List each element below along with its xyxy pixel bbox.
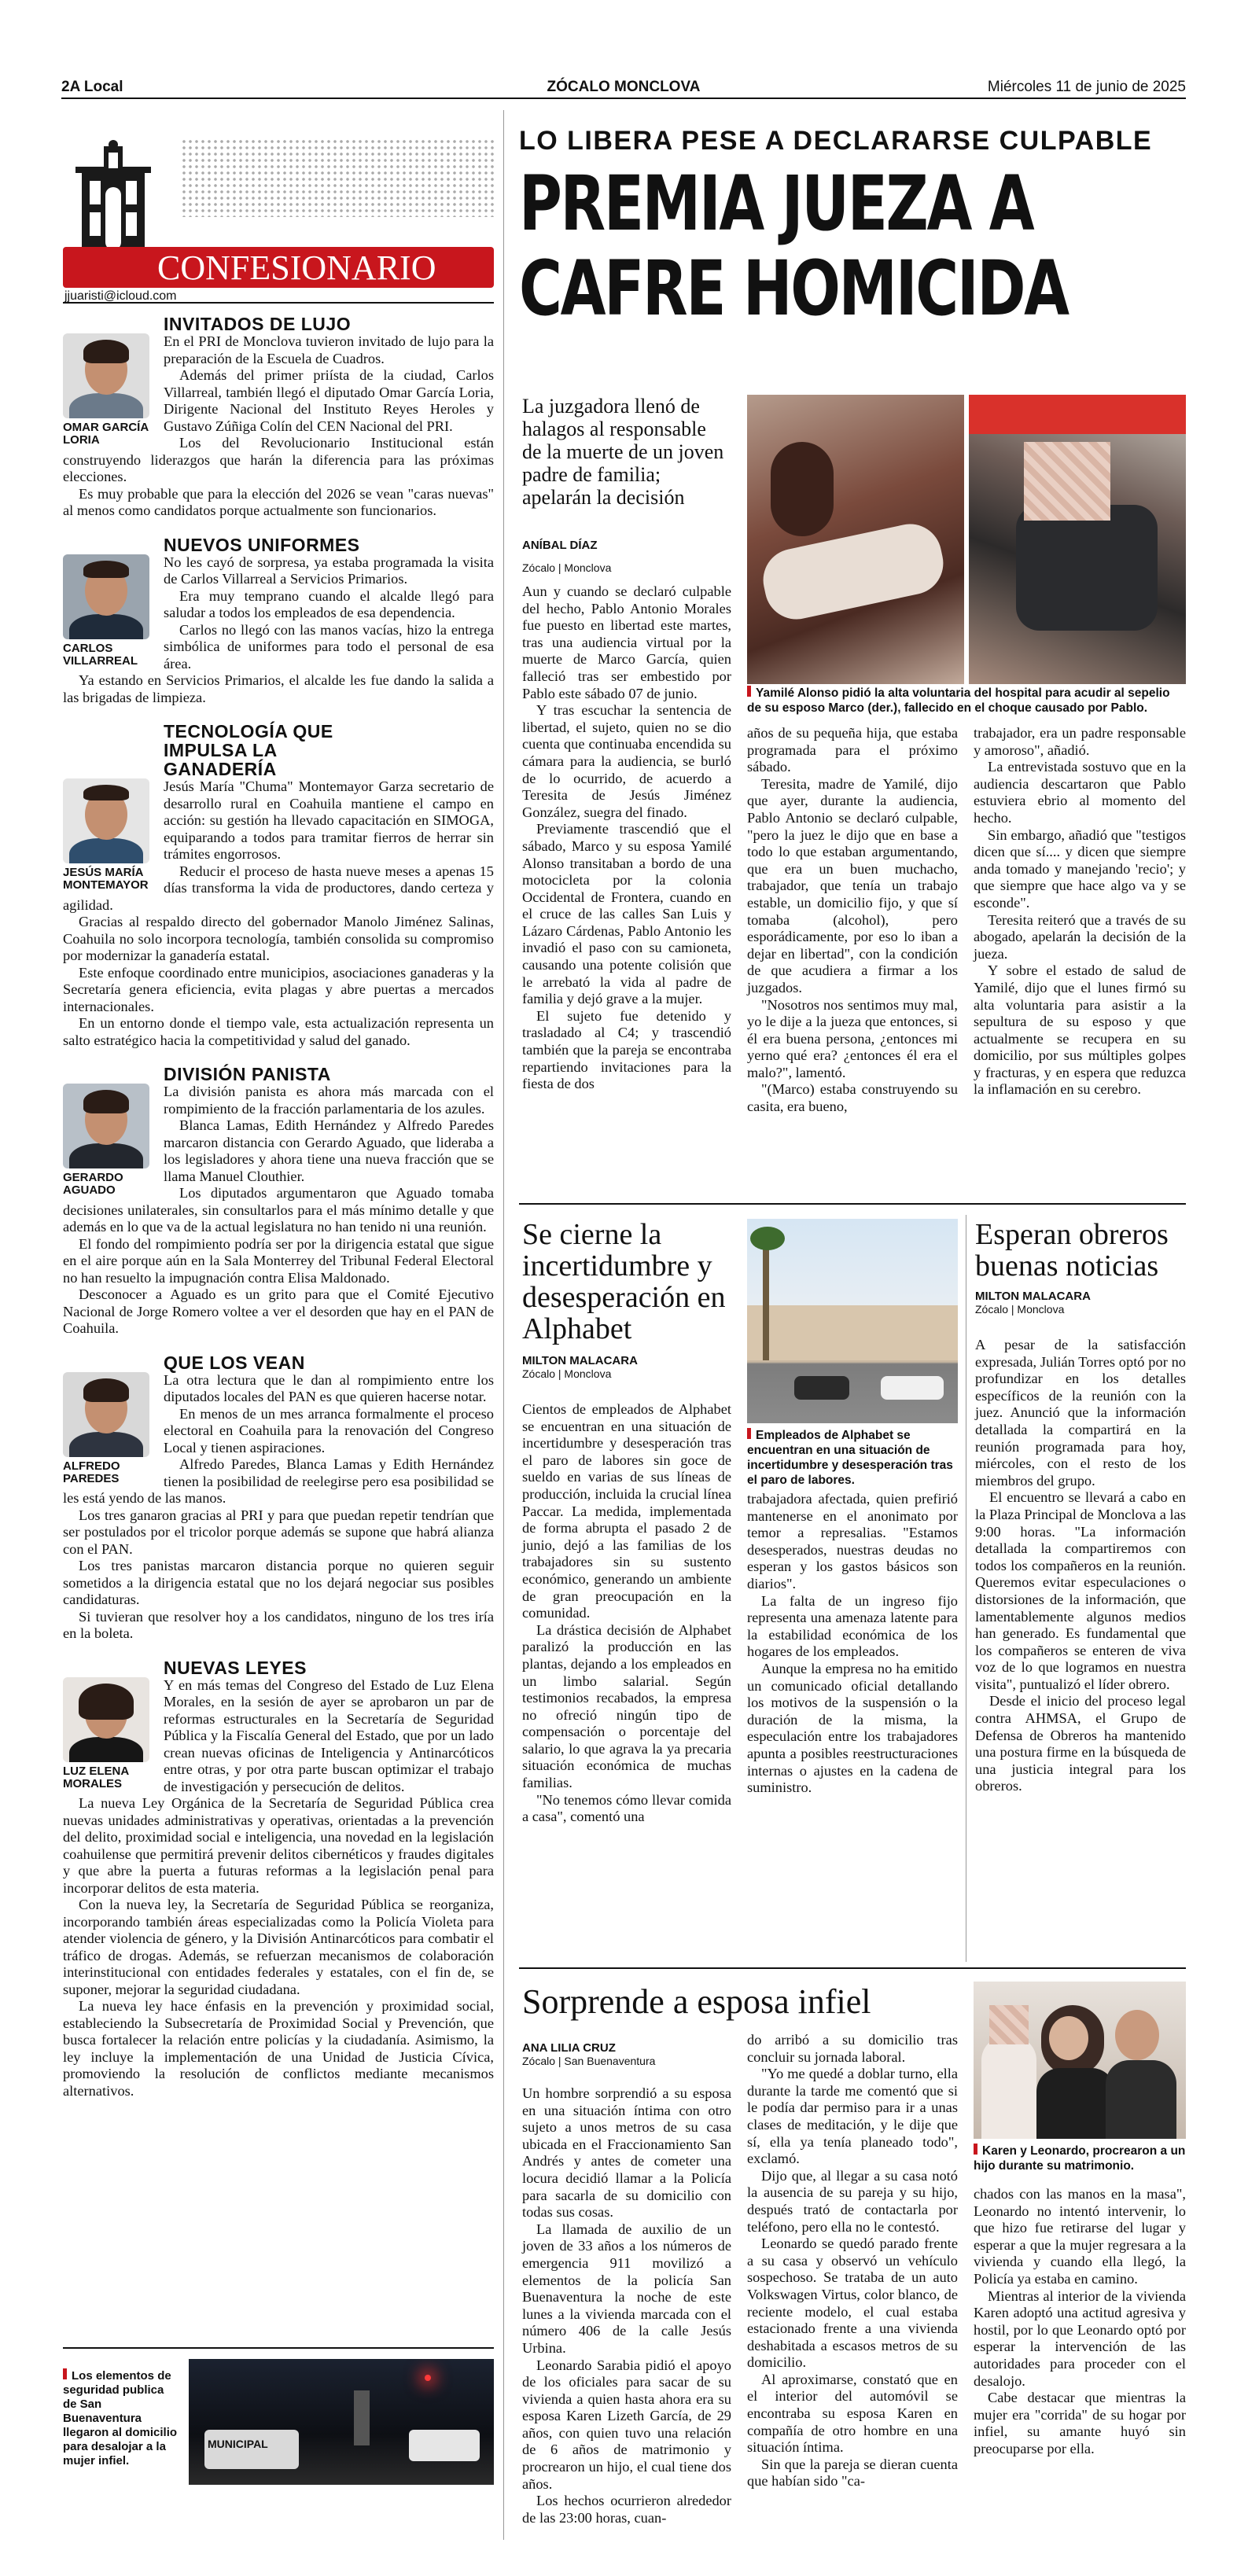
factory-photo — [747, 1219, 958, 1423]
paragraph: Los diputados argumentaron que Aguado tomaba decisiones unilaterales, sin consultarlos para el más mínimo detalle y que además en lo que va de la actual legislatura no han tenido ni una reunión. — [63, 1185, 494, 1235]
paragraph: En menos de un mes arranca formalmente el proceso electoral en Coahuila para la renovación del Congreso Local y tienen aspiraciones. — [164, 1405, 494, 1455]
story-headline: Esperan obreros buenas noticias — [975, 1218, 1169, 1282]
paragraph: El sujeto fue detenido y trasladado al C4; y trascendió también que la pareja se encontraba repartiendo invitaciones para la fiesta de dos — [522, 1007, 731, 1092]
church-building-icon — [71, 140, 156, 258]
dateline: Zócalo | San Buenaventura — [522, 2055, 656, 2067]
paragraph: do arribó a su domicilio tras concluir su jornada laboral. — [747, 2032, 958, 2065]
page-header — [61, 79, 1186, 99]
dateline: Zócalo | Monclova — [975, 1303, 1065, 1316]
portrait-image — [63, 1084, 149, 1168]
article-column-1 — [522, 583, 731, 1093]
newspaper-name: ZÓCALO MONCLOVA — [547, 79, 701, 95]
paragraph: Aunque la empresa no ha emitido un comunicado oficial detallando los motivos de la suspensión o la duración de la misma, la especulación entre los trabajadores apunta a posibles reestructuraciones internas o ajustes en la cadena de suministro. — [747, 1660, 958, 1796]
paragraph: La nueva Ley Orgánica de la Secretaría de Seguridad Pública crea nuevas unidades administrativas y operativas, orientadas a la prevención del delito, proximidad social e inteligencia, una novedad en la legislación coahuilense que permitirá prevenir delitos cibernéticos y fraudes digitales y que abre la puerta a futuras reformas a la legislación penal para incorporar delitos de esta materia. — [63, 1795, 494, 1896]
portrait-image — [63, 778, 149, 863]
byline: MILTON MALACARA — [975, 1290, 1091, 1303]
paragraph: No les cayó de sorpresa, ya estaba programada la visita de Carlos Villarreal a Servicios Primarios. — [164, 554, 494, 587]
paragraph: En un entorno donde el tiempo vale, esta actualización representa un salto estratégico hacia la competitividad y salud del ganado. — [63, 1015, 494, 1048]
portrait-image — [63, 1372, 149, 1457]
vehicle-text: MUNICIPAL — [208, 2438, 268, 2450]
injured-man-photo — [969, 395, 1186, 684]
paragraph: Los del Revolucionario Institucional están construyendo liderazgos que harán la diferencia para las próximas elecciones. — [63, 435, 494, 484]
paragraph: El fondo del rompimiento podría ser por la dirigencia estatal que sigue en el aire porque aún en la Sala Monterrey del Tribunal Federal Electoral no han resuelto la impugnación contra Elisa Maldonado. — [63, 1235, 494, 1286]
column-title: CONFESIONARIO — [157, 248, 436, 287]
paragraph: Reducir el proceso de hasta nueve meses a apenas 15 días transforma la vida de productores, dando certeza y agilidad. — [63, 863, 494, 913]
paragraph: La falta de un ingreso fijo representa una amenaza latente para la estabilidad económica de los hogares de los empleados. — [747, 1592, 958, 1660]
person-photo — [63, 1677, 156, 1790]
column-divider — [503, 110, 504, 2540]
paragraph: años de su pequeña hija, que estaba programada para el próximo sábado. — [747, 725, 958, 775]
item-title: NUEVOS UNIFORMES — [164, 534, 360, 555]
paragraph: El encuentro se llevará a cabo en la Plaza Principal de Monclova a las 9:00 horas. "La información detallada la compartiremos con todos los compañeros en la reunión. Queremos evitar especulaciones o distorsiones de la información, que lamentablemente algunos medios han generado. Es fundamental que los compañeros se enteren de viva voz de lo que logramos en nuestra visita", puntualizó el líder obrero. — [975, 1489, 1186, 1692]
paragraph: La entrevistada sostuvo que en la audiencia descartaron que Pablo estuviera ebrio al momento del hecho. — [974, 759, 1186, 826]
person-photo — [63, 778, 156, 892]
paragraph: Jesús María "Chuma" Montemayor Garza secretario de desarrollo rural en Coahuila mantiene el campo en acción: su gestión ha llevado capacitación en SIMOGA, equiparando a todos para tramitar fierros de herrar sin trámites engorrosos. — [164, 778, 494, 862]
world-map-graphic — [181, 138, 494, 217]
blurred-face — [1024, 442, 1110, 521]
paragraph: Cabe destacar que mientras la mujer era "corrida" de su hogar por infiel, su amante huyó sin preocuparse por ella. — [974, 2390, 1186, 2456]
section-label: 2A Local — [61, 79, 123, 95]
paragraph: Si tuvieran que resolver hoy a los candidatos, ninguno de los tres iría en la boleta. — [63, 1608, 494, 1641]
paragraph: Leonardo se quedó parado frente a su casa y observó un vehículo sospechoso. Se trataba de un auto Volkswagen Virtus, color blanco, de reciente modelo, el cual estaba estacionado frente a una vivienda deshabitada a escasos metros de su domicilio. — [747, 2236, 958, 2371]
paragraph: La nueva ley hace énfasis en la prevención y proximidad social, estableciendo la Subsecretaría de Proximidad Social y Prevención, que busca fortalecer la relación entre policías y la ciudadanía. Asimismo, la ley incluye la implementación de una Unidad de Justicia Cívica, promoviendo la resolución de conflictos mediante mecanismos alternativos. — [63, 1998, 494, 2099]
photo-caption: Karen y Leonardo, procrearon a un hijo durante su matrimonio. — [974, 2144, 1186, 2173]
person-photo — [63, 333, 156, 447]
photo-caption: Empleados de Alphabet se encuentran en una situación de incertidumbre y desesperación tras el paro de labores. — [747, 1428, 958, 1488]
paragraph: Con la nueva ley, la Secretaría de Seguridad Pública se reorganiza, incorporando también áreas especializadas como la Policía Violeta para atender violencia de género, y la División Antinarcóticos para combatir el tráfico de drogas. Además, se refuerzan mecanismos de colaboración interinstitucional con entidades federales y estatales, con el fin de, se suponer, mejorar la seguridad ciudadana. — [63, 1897, 494, 1997]
byline-block — [975, 1290, 1091, 1316]
person-photo — [63, 1372, 156, 1485]
person-name: LUZ ELENA MORALES — [63, 1764, 129, 1790]
person-name: ALFREDO PAREDES — [63, 1459, 120, 1485]
paragraph: Leonardo Sarabia pidió el apoyo de los oficiales para sacar de su vivienda a quien hasta ahora era su esposa Karen Lizeth García, de 29 años, con quien tuvo una relación de 6 años de matrimonio y procrearon un hijo, el cual tiene dos años. — [522, 2357, 731, 2492]
paragraph: chados con las manos en la masa", Leonardo no intentó intervenir, lo que hizo fue retirarse del lugar y esperar a que la mujer regresara a la vivienda y cuando ella llegó, la Policía ya estaba en camino. — [974, 2186, 1186, 2287]
byline: MILTON MALACARA — [522, 1354, 638, 1367]
paragraph: Cientos de empleados de Alphabet se encuentran en una situación de incertidumbre y desesperación tras el paro de labores sin goce de sueldo en varias de sus líneas de producción, incluida la crucial línea Paccar. La medida, implementada de forma abrupta el pasado 2 de junio, dejó a las familias de los trabajadores sin su sustento económico, generando un ambiente de gran preocupación en la comunidad. — [522, 1401, 731, 1621]
article-column-1 — [522, 2085, 731, 2526]
paragraph: "No tenemos cómo llevar comida a casa", comentó una — [522, 1791, 731, 1825]
dateline: Zócalo | Monclova — [522, 561, 612, 574]
person-name: CARLOS VILLARREAL — [63, 641, 138, 668]
issue-date: Miércoles 11 de junio de 2025 — [987, 79, 1186, 95]
article-column-2 — [747, 2032, 958, 2490]
paragraph: Mientras al interior de la vivienda Karen adoptó una actitud agresiva y hostil, por lo que Leonardo optó por esperar la intervención de las autoridades para proceder con el desalojo. — [974, 2287, 1186, 2389]
story-kicker: LO LIBERA PESE A DECLARARSE CULPABLE — [519, 126, 1153, 156]
paragraph: Sin que la pareja se dieran cuenta que habían sido "ca- — [747, 2456, 958, 2490]
person-name: JESÚS MARÍA MONTEMAYOR — [63, 866, 149, 892]
paragraph: Y tras escuchar la sentencia de libertad, el sujeto, quien no se dio cuenta que continuaba encendida su cámara para la audiencia, se burló de lo ocurrido, de acuerdo a Teresita de Jesús Jiménez González, suegra del finado. — [522, 702, 731, 820]
paragraph: "Nosotros nos sentimos muy mal, yo le dije a la jueza que entonces, si él era buena persona, ¿entonces mi yerno qué era? ¿entonces él era el malo?", lamentó. — [747, 996, 958, 1080]
police-photo-block — [63, 2359, 494, 2485]
confesionario-header — [63, 138, 494, 304]
divider — [519, 1967, 1186, 1969]
paragraph: Es muy probable que para la elección del 2026 se vean "caras nuevas" al menos como candidatos porque actualmente son funcionarios. — [63, 485, 494, 518]
paragraph: Desde el inicio del proceso legal contra AHMSA, el Grupo de Defensa de Obreros ha mantenido una postura firme en la búsqueda de una justicia integral para los obreros. — [975, 1693, 1186, 1794]
byline: ANA LILIA CRUZ — [522, 2041, 616, 2055]
portrait-image — [63, 1677, 149, 1762]
paragraph: Los tres ganaron gracias al PRI y para que puedan repetir tendrían que ser postulados por el tricolor porque además se supone que habrá alianza con el PAN. — [63, 1507, 494, 1557]
story-subhead-block — [522, 395, 727, 580]
story-headline: Se cierne la incertidumbre y desesperación en Alphabet — [522, 1218, 726, 1345]
paragraph: Previamente trascendió que el sábado, Marco y su esposa Yamilé Alonso transitaban a bordo de una motocicleta por la colonia Occidental de Frontera, cuando en el cruce de las calles San Luis y Lázaro Cárdenas, Pablo Antonio les invadió el paso con su camioneta, causando una potente colisión que le arrebató la vida al padre de familia y dejó grave a la mujer. — [522, 821, 731, 1007]
paragraph: trabajador, era un padre responsable y amoroso", añadió. — [974, 725, 1186, 758]
item-title: NUEVAS LEYES — [164, 1657, 307, 1678]
paragraph: Teresita, madre de Yamilé, dijo que ayer, durante la audiencia, Pablo Antonio se declaró culpable, "pero la juez le dijo que en base a todo lo que estaban argumentando, que era un buen muchacho, trabajador, que tenía un trabajo estable, un domicilio fijo, y que sí tomaba (alcohol), pero esporádicamente, por eso lo iban a dejar en libertad", con la condición de que acudiera a firmar a los juzgados. — [747, 775, 958, 995]
divider — [63, 2347, 494, 2349]
paragraph: Este enfoque coordinado entre municipios, asociaciones ganaderas y la Secretaría genera eficiencia, evita plagas y abre puertas a mercados internacionales. — [63, 964, 494, 1014]
article-column-3 — [974, 2186, 1186, 2458]
paragraph: Y sobre el estado de salud de Yamilé, dijo que el lunes firmó su alta voluntaria para asistir a la sepultura de su esposo y que actualmente se recupera en su domicilio, por sus múltiples golpes y fracturas, y en espera que reduzca la inflamación en su cerebro. — [974, 962, 1186, 1098]
item-title: TECNOLOGÍA QUE IMPULSA LA GANADERÍA — [164, 721, 333, 779]
paragraph: Y en más temas del Congreso del Estado de Luz Elena Morales, en la sesión de ayer se aprobaron un par de reformas estructurales en la Secretaría de Seguridad Pública y la Fiscalía General del Estado, que por un lado crean nuevas oficinas de Inteligencia y Antinarcóticos entre otras, y por otra parte buscan optimizar el trabajo de investigación y persecución de delitos. — [164, 1676, 494, 1794]
confesionario-item — [63, 1065, 494, 1338]
item-title: INVITADOS DE LUJO — [164, 314, 352, 334]
paragraph: Un hombre sorprendió a su esposa en una situación íntima con otro sujeto a unos metros de su casa ubicada en el Fraccionamiento San Andrés y antes de cometer una locura decidió llamar a la Policía para sacarla de su domicilio con todas sus cosas. — [522, 2085, 731, 2221]
story-headline: Sorprende a esposa infiel — [522, 1982, 871, 2021]
paragraph: La otra lectura que le dan al rompimiento entre los diputados locales del PAN es que quieren hacerse notar. — [164, 1371, 494, 1404]
portrait-image — [63, 554, 149, 639]
couple-photo — [974, 1982, 1186, 2139]
person-name: GERARDO AGUADO — [63, 1171, 123, 1197]
subhead: La juzgadora llenó de halagos al responsable de la muerte de un joven padre de familia; apelarán la decisión — [522, 395, 724, 509]
article-column-3 — [974, 725, 1186, 1098]
article-column — [975, 1337, 1186, 1795]
paragraph: "(Marco) estaba construyendo su casita, era bueno, — [747, 1081, 958, 1115]
paragraph: Los hechos ocurrieron alrededor de las 23:00 horas, cuan- — [522, 2493, 731, 2526]
paragraph: "Yo me quedé a doblar turno, ella durante la tarde me comentó que si le podía dar permiso para ir a unas clases de meditación, y le dije que sí, ella ya tenía planeado todo", exclamó. — [747, 2066, 958, 2167]
person-photo — [63, 554, 156, 668]
paragraph: A pesar de la satisfacción expresada, Julián Torres optó por no profundizar en los detalles específicos de la reunión con la juez. Anunció que la información detallada la compartirá en la reunión programada para hoy, miércoles, con el resto de los miembros del grupo. — [975, 1337, 1186, 1489]
portrait-image — [63, 333, 149, 418]
paragraph: En el PRI de Monclova tuvieron invitado de lujo para la preparación de la Escuela de Cuadros. — [164, 333, 494, 366]
person-name: OMAR GARCÍA LORIA — [63, 421, 149, 447]
paragraph: Dijo que, al llegar a su casa notó la ausencia de su pareja y su hijo, después trató de contactarla por teléfono, pero ella no le contestó. — [747, 2167, 958, 2235]
paragraph: Alfredo Paredes, Blanca Lamas y Edith Hernández tienen la posibilidad de reelegirse pero esa posibilidad se les está yendo de las manos. — [63, 1456, 494, 1506]
confesionario-item — [63, 1658, 494, 2100]
injured-woman-photo — [747, 395, 964, 684]
paragraph: Al aproximarse, constató que en el interior del automóvil se encontraba su esposa Karen en compañía de otro hombre en una situación íntima. — [747, 2371, 958, 2456]
paragraph: La llamada de auxilio de un joven de 33 años a los números de emergencia 911 movilizó a elementos de la policía San Buenaventura la noche de este lunes a la vivienda marcada con el número 406 de la calle Jesús Urbina. — [522, 2221, 731, 2356]
photo-caption: Yamilé Alonso pidió la alta voluntaria del hospital para acudir al sepelio de su esposo Marco (der.), fallecido en el choque causado por Pablo. — [747, 686, 1186, 716]
author-email: jjuaristi@icloud.com — [64, 289, 177, 303]
person-photo — [63, 1084, 156, 1197]
police-vehicle-photo — [189, 2359, 494, 2485]
article-column-1 — [522, 1401, 731, 1826]
paragraph: Ya estando en Servicios Primarios, el alcalde les fue dando la salida a las brigadas de limpieza. — [63, 672, 494, 705]
paragraph: La drástica decisión de Alphabet paralizó la producción en las plantas, dejando a los empleados en un limbo salarial. Según testimonios recabados, la empresa no ofreció ningún tipo de compensación o porcentaje del salario, lo que agrava la ya precaria situación económica de muchas familias. — [522, 1621, 731, 1791]
accident-photos — [747, 395, 1186, 684]
byline-block — [522, 2041, 655, 2067]
paragraph: Gracias al respaldo directo del gobernador Manolo Jiménez Salinas, Coahuila no solo incorpora tecnología, también consolida su compromiso por modernizar la ganadería estatal. — [63, 914, 494, 963]
paragraph: Aun y cuando se declaró culpable del hecho, Pablo Antonio Morales fue puesto en libertad este martes, tras una audiencia virtual por la muerte de Marco García, quien falleció tras ser embestido por Pablo este sábado 07 de junio. — [522, 583, 731, 701]
paragraph: trabajadora afectada, quien prefirió mantenerse en el anonimato por temor a represalias. "Estamos desesperados, nuestras deudas no esperan y los gastos básicos son diarios". — [747, 1491, 958, 1592]
blurred-face — [989, 2005, 1029, 2044]
headline-line: PREMIA JUEZA A — [519, 160, 1033, 248]
item-title: DIVISIÓN PANISTA — [164, 1064, 331, 1084]
paragraph: La división panista es ahora más marcada con el rompimiento de la fracción parlamentaria de los azules. — [164, 1084, 494, 1117]
headline-line: CAFRE HOMICIDA — [519, 245, 1068, 333]
confesionario-item — [63, 1353, 494, 1643]
byline-block — [522, 1354, 638, 1380]
paragraph: Sin embargo, añadió que "testigos dicen que sí.... y dicen que siempre anda tomado y manejando 'recio'; y que siempre que hace algo va y se esconde". — [974, 826, 1186, 911]
dateline: Zócalo | Monclova — [522, 1367, 612, 1380]
byline: ANÍBAL DÍAZ — [522, 539, 598, 552]
article-column-2 — [747, 725, 958, 1116]
paragraph: Teresita reiteró que a través de su abogado, apelarán la decisión de la jueza. — [974, 911, 1186, 962]
confesionario-item — [63, 315, 494, 520]
confesionario-column — [63, 138, 494, 2545]
paragraph: Era muy temprano cuando el alcalde llegó para saludar a todos los empleados de esa dependencia. — [164, 587, 494, 620]
paragraph: Blanca Lamas, Edith Hernández y Alfredo Paredes marcaron distancia con Gerardo Aguado, que lideraba a los legisladores y ahora tiene una nueva fracción que se llama Manuel Clouthier. — [164, 1117, 494, 1184]
main-headline — [519, 160, 1068, 333]
confesionario-item — [63, 535, 494, 707]
article-column-2 — [747, 1491, 958, 1797]
photo-caption: Los elementos de seguridad publica de San Buenaventura llegaron al domicilio para desalojar a la mujer infiel. — [63, 2368, 181, 2468]
item-title: QUE LOS VEAN — [164, 1352, 305, 1373]
confesionario-item — [63, 722, 494, 1049]
paragraph: Además del primer priísta de la ciudad, Carlos Villarreal, también llegó el diputado Omar García Loria, Dirigente Nacional del Instituto Reyes Heroles y Gustavo Zúñiga Colín del CEN Nacional del PRI. — [164, 367, 494, 434]
divider — [519, 1203, 1186, 1205]
paragraph: Carlos no llegó con las manos vacías, hizo la entrega simbólica de uniformes para todo el personal de esa área. — [164, 621, 494, 672]
paragraph: Desconocer a Aguado es un grito para que el Comité Ejecutivo Nacional de Jorge Romero voltee a ver el desorden que hay en el PAN de Coahuila. — [63, 1286, 494, 1336]
paragraph: Los tres panistas marcaron distancia porque no quieren seguir sometidos a la dirigencia estatal que no los dejará negociar sus posibles candidaturas. — [63, 1558, 494, 1607]
